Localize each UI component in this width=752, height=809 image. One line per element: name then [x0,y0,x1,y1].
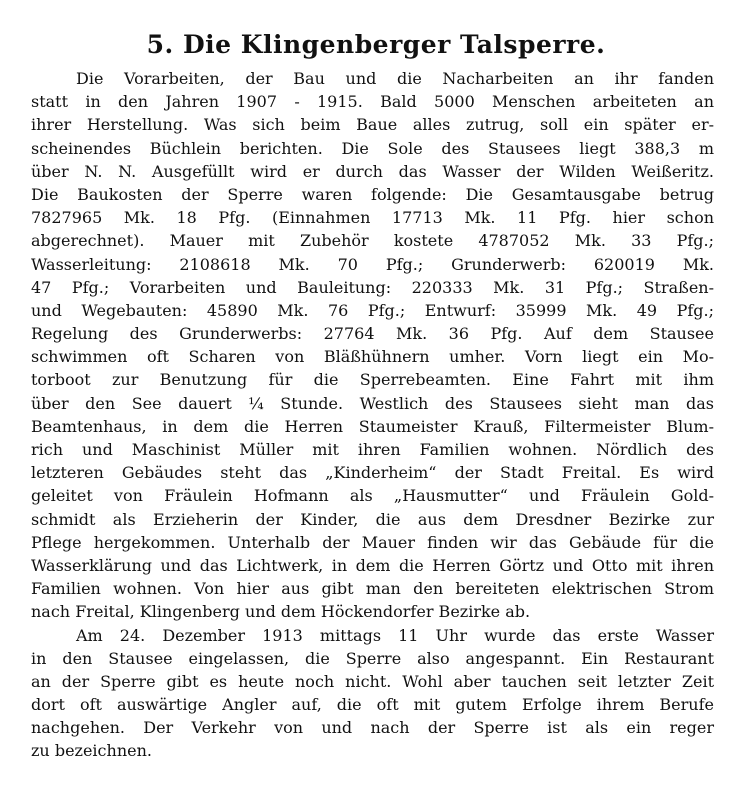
text-line: an der Sperre gibt es heute noch nicht. Wohl aber tauchen seit letzter Zeit [31,671,714,691]
text-line: schwimmen oft Scharen von Bläßhühnern umher. Vorn liegt ein Mo- [31,347,714,367]
document-body [31,67,714,763]
text-line: über den See dauert ¼ Stunde. Westlich des Stausees sieht man das [31,393,714,413]
text-line: abgerechnet). Mauer mit Zubehör kostete 4787052 Mk. 33 Pfg.; [31,231,714,251]
text-line: dort oft auswärtige Angler auf, die oft mit gutem Erfolge ihrem Berufe [31,695,714,715]
text-line: über N. N. Ausgefüllt wird er durch das Wasser der Wilden Weißeritz. [31,161,714,181]
text-line: letzteren Gebäudes steht das „Kinderheim“ der Stadt Freital. Es wird [31,463,714,483]
document-title: 5. Die Klingenberger Talsperre. [146,30,606,59]
text-line: Regelung des Grunderwerbs: 27764 Mk. 36 Pfg. Auf dem Stausee [31,324,714,344]
text-line: Wasserleitung: 2108618 Mk. 70 Pfg.; Grunderwerb: 620019 Mk. [31,254,714,274]
text-line: Pflege hergekommen. Unterhalb der Mauer finden wir das Gebäude für die [31,532,714,552]
text-line: ihrer Herstellung. Was sich beim Baue alles zutrug, soll ein später er- [31,115,714,135]
text-line: nachgehen. Der Verkehr von und nach der Sperre ist als ein reger [31,718,714,738]
text-line: rich und Maschinist Müller mit ihren Familien wohnen. Nördlich des [31,440,714,459]
text-line: zu bezeichnen. [31,741,152,761]
text-line: geleitet von Fräulein Hofmann als „Hausmutter“ und Fräulein Gold- [31,486,714,506]
text-line: scheinendes Büchlein berichten. Die Sole des Stausees liegt 388,3 m [31,138,714,158]
text-line: statt in den Jahren 1907 - 1915. Bald 5000 Menschen arbeiteten an [31,92,714,112]
text-line: schmidt als Erzieherin der Kinder, die aus dem Dresdner Bezirke zur [31,509,714,529]
text-line: Familien wohnen. Von hier aus gibt man den bereiteten elektrischen Strom [31,579,714,599]
text-line: und Wegebauten: 45890 Mk. 76 Pfg.; Entwurf: 35999 Mk. 49 Pfg.; [31,300,714,320]
text-line: in den Stausee eingelassen, die Sperre also angespannt. Ein Restaurant [31,648,714,668]
text-line: 7827965 Mk. 18 Pfg. (Einnahmen 17713 Mk. 11 Pfg. hier schon [31,208,714,228]
text-line: 47 Pfg.; Vorarbeiten und Bauleitung: 220333 Mk. 31 Pfg.; Straßen- [31,277,714,297]
text-line: Beamtenhaus, in dem die Herren Staumeister Krauß, Filtermeister Blum- [31,416,714,436]
text-line: nach Freital, Klingenberg und dem Höckendorfer Bezirke ab. [31,602,531,622]
text-line: torboot zur Benutzung für die Sperrebeamten. Eine Fahrt mit ihm [31,370,714,390]
text-line: Am 24. Dezember 1913 mittags 11 Uhr wurde das erste Wasser [76,625,714,645]
text-line: Die Baukosten der Sperre waren folgende: Die Gesamtausgabe betrug [31,184,714,204]
text-line: Wasserklärung und das Lichtwerk, in dem die Herren Görtz und Otto mit ihren [31,555,714,575]
text-line: Die Vorarbeiten, der Bau und die Nacharbeiten an ihr fanden [76,69,714,88]
